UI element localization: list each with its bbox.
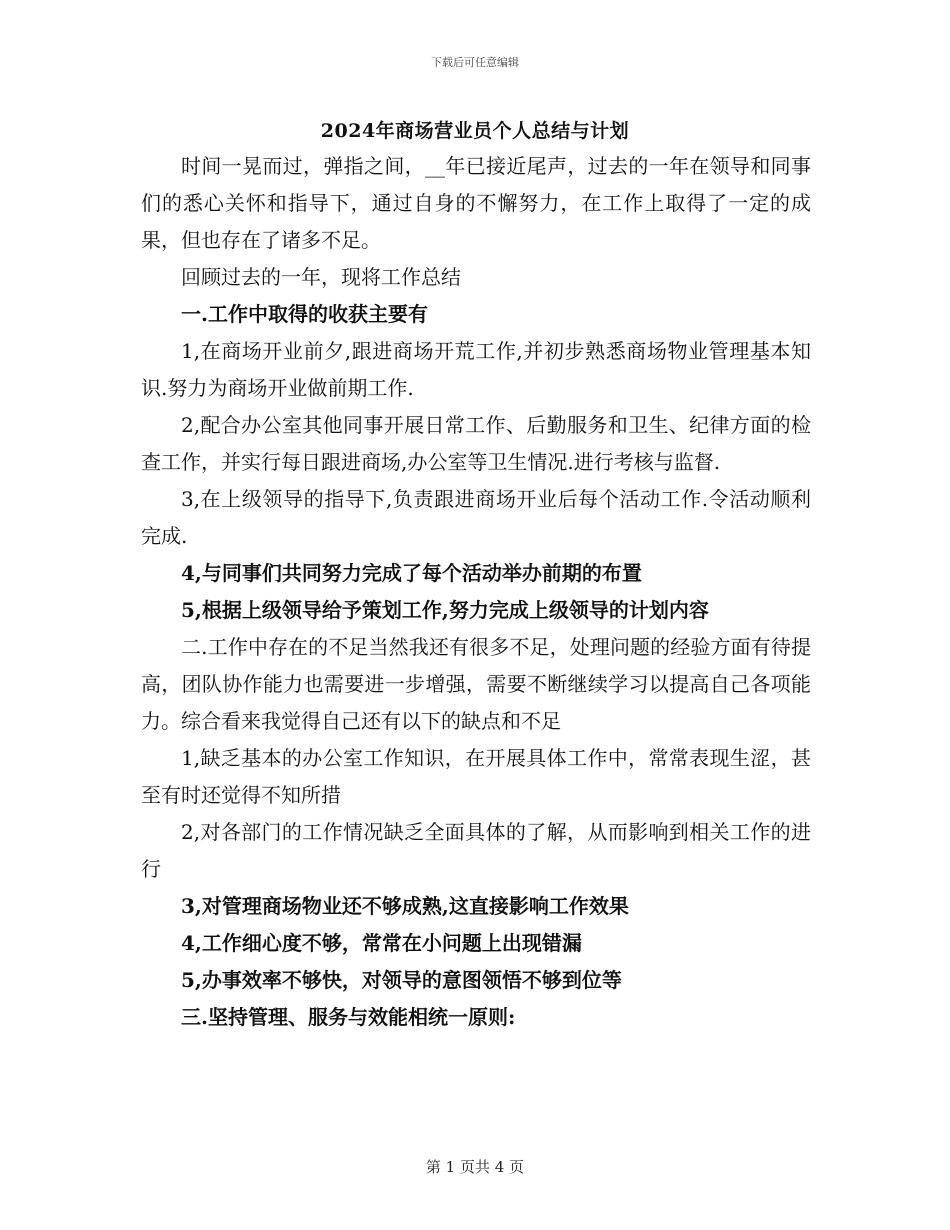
- shortcoming-item-1: 1,缺乏基本的办公室工作知识，在开展具体工作中，常常表现生涩，甚至有时还觉得不知所措: [141, 746, 811, 807]
- section-heading-achievements: 一.工作中取得的收获主要有: [181, 302, 428, 326]
- achievement-item-4: 4,与同事们共同努力完成了每个活动举办前期的布置: [181, 561, 642, 585]
- page-footer: 第 1 页共 4 页: [425, 1158, 525, 1176]
- section-heading-principles: 三.坚持管理、服务与效能相统一原则:: [181, 1005, 516, 1029]
- achievement-item-2: 2,配合办公室其他同事开展日常工作、后勤服务和卫生、纪律方面的检查工作，并实行每日跟进商场,办公室等卫生情况.进行考核与监督.: [141, 413, 811, 474]
- review-intro-paragraph: 回顾过去的一年，现将工作总结: [181, 265, 461, 289]
- shortcoming-item-2: 2,对各部门的工作情况缺乏全面具体的了解，从而影响到相关工作的进行: [141, 820, 811, 881]
- page-header-note: 下载后可任意编辑: [431, 56, 519, 69]
- shortcoming-item-5: 5,办事效率不够快，对领导的意图领悟不够到位等: [181, 968, 622, 992]
- achievement-item-3: 3,在上级领导的指导下,负责跟进商场开业后每个活动工作.令活动顺利完成.: [141, 487, 811, 548]
- document-title: 2024年商场营业员个人总结与计划: [320, 120, 630, 142]
- achievement-item-5: 5,根据上级领导给予策划工作,努力完成上级领导的计划内容: [181, 598, 709, 622]
- shortcoming-item-4: 4,工作细心度不够，常常在小问题上出现错漏: [181, 931, 582, 955]
- intro-paragraph: 时间一晃而过，弹指之间，__年已接近尾声，过去的一年在领导和同事们的悉心关怀和指导下，通过自身的不懈努力，在工作上取得了一定的成果，但也存在了诸多不足。: [141, 154, 811, 252]
- shortcoming-item-3: 3,对管理商场物业还不够成熟,这直接影响工作效果: [181, 894, 629, 918]
- document-body: [141, 148, 811, 1036]
- section-shortcomings-paragraph: 二.工作中存在的不足当然我还有很多不足，处理问题的经验方面有待提高，团队协作能力也需要进一步增强，需要不断继续学习以提高自己各项能力。综合看来我觉得自己还有以下的缺点和不足: [141, 635, 811, 733]
- achievement-item-1: 1,在商场开业前夕,跟进商场开荒工作,并初步熟悉商场物业管理基本知识.努力为商场开业做前期工作.: [141, 339, 811, 400]
